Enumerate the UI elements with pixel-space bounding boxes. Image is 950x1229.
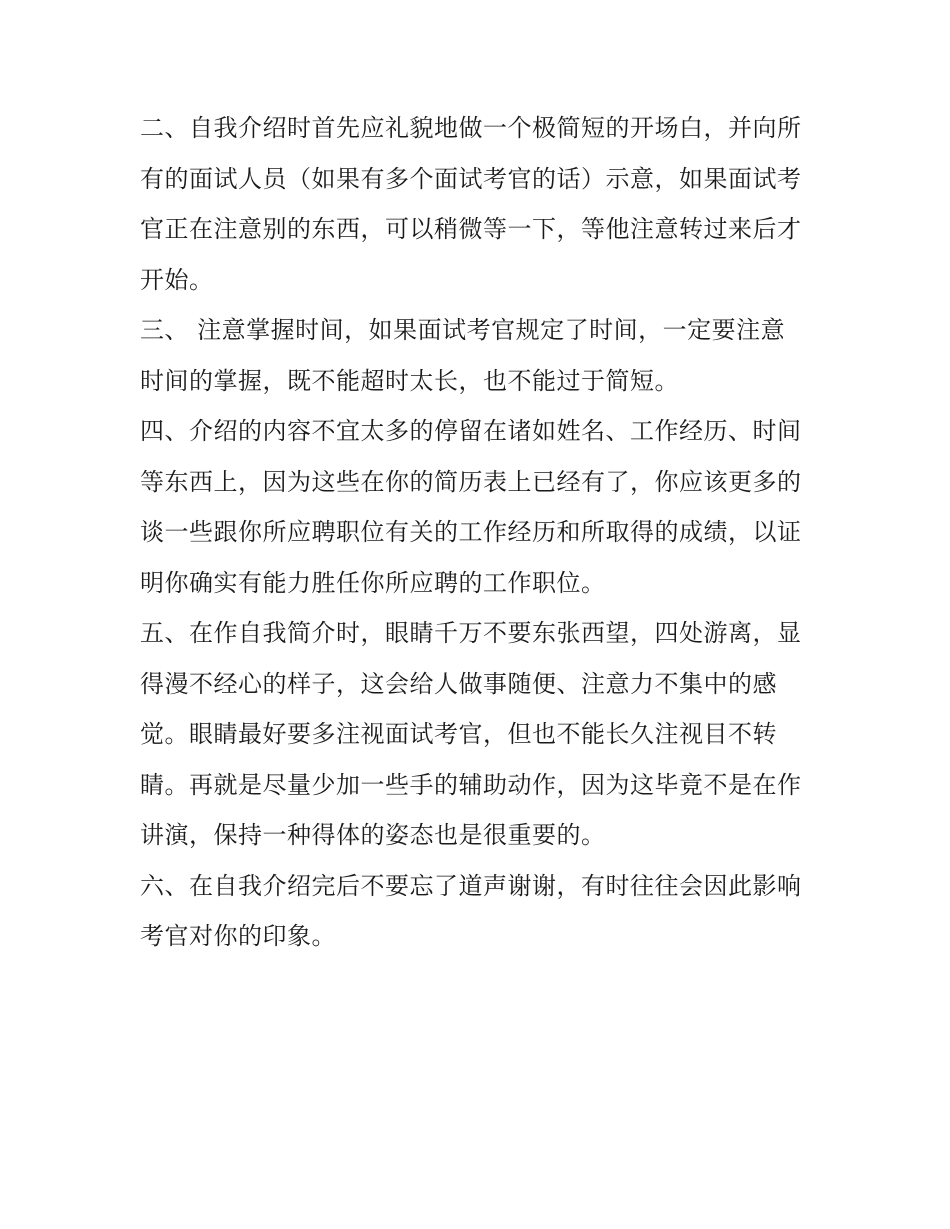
- text-line: 考官对你的印象。: [140, 922, 336, 950]
- text-line: 四、介绍的内容不宜太多的停留在诸如姓名、工作经历、时间: [140, 417, 802, 445]
- text-line: 谈一些跟你所应聘职位有关的工作经历和所取得的成绩，以证: [140, 518, 802, 546]
- text-line: 时间的掌握，既不能超时太长，也不能过于简短。: [140, 366, 679, 395]
- text-line: 有的面试人员（如果有多个面试考官的话）示意，如果面试考: [140, 164, 802, 193]
- text-line: 觉。眼睛最好要多注视面试考官，但也不能长久注视目不转: [140, 720, 777, 748]
- text-line: 讲演，保持一种得体的姿态也是很重要的。: [140, 821, 606, 849]
- text-line: 得漫不经心的样子，这会给人做事随便、注意力不集中的感: [140, 669, 777, 698]
- text-line: 等东西上，因为这些在你的简历表上已经有了，你应该更多的: [140, 467, 802, 496]
- text-line: 三、 注意掌握时间，如果面试考官规定了时间，一定要注意: [140, 316, 786, 344]
- text-line: 二、自我介绍时首先应礼貌地做一个极简短的开场白，并向所: [140, 114, 802, 142]
- text-line: 睛。再就是尽量少加一些手的辅助动作，因为这毕竟不是在作: [140, 770, 802, 799]
- text-line: 开始。: [140, 265, 214, 294]
- text-line: 明你确实有能力胜任你所应聘的工作职位。: [140, 568, 606, 597]
- text-line: 六、在自我介绍完后不要忘了道声谢谢，有时往往会因此影响: [140, 871, 802, 900]
- text-line: 官正在注意别的东西，可以稍微等一下，等他注意转过来后才: [140, 215, 802, 243]
- document-body: [140, 103, 812, 962]
- text-line: 五、在作自我简介时，眼睛千万不要东张西望，四处游离，显: [140, 619, 802, 647]
